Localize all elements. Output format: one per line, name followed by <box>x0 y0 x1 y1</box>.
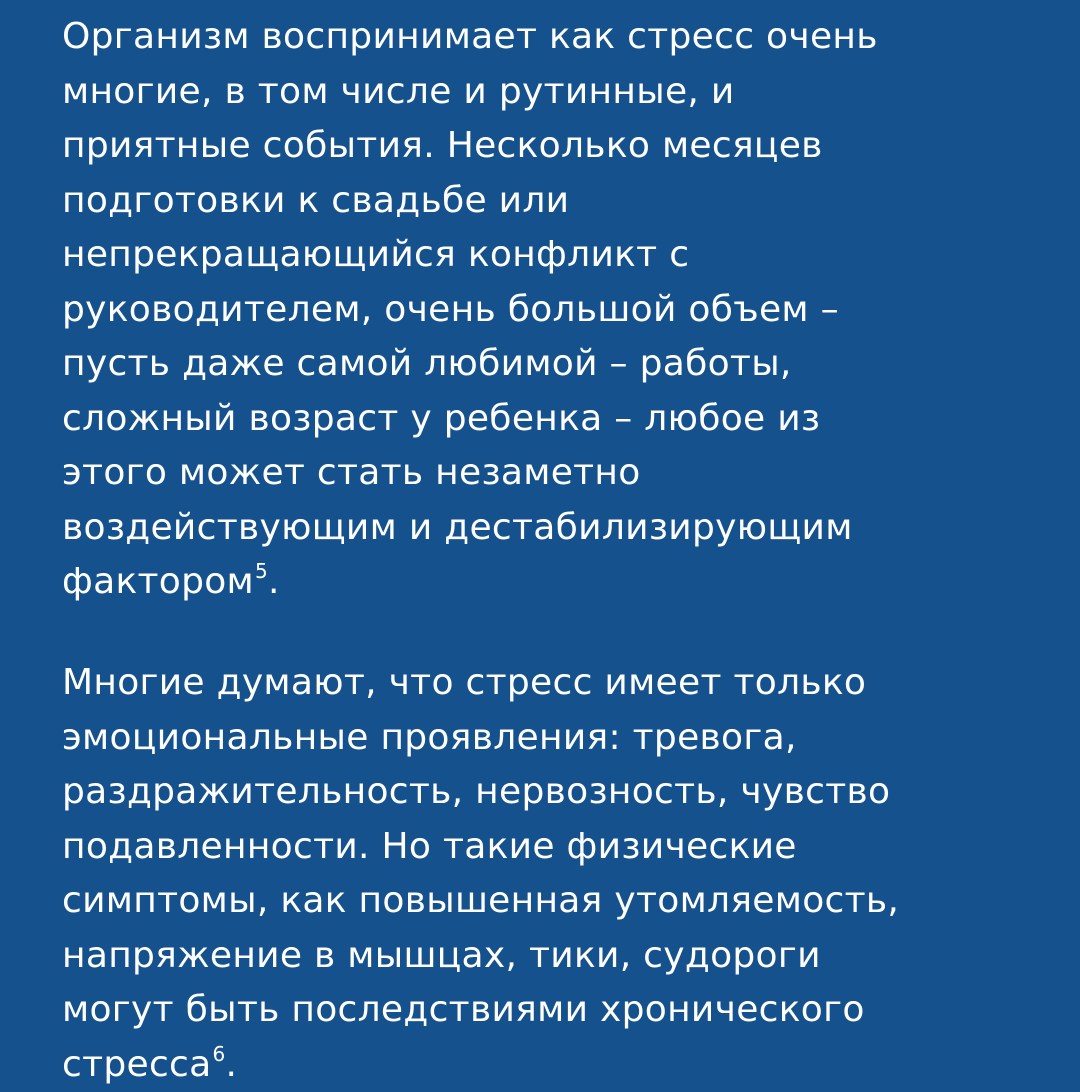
text-line: напряжение в мышцах, тики, судороги <box>62 929 1052 984</box>
text-line: непрекращающийся конфликт с <box>62 228 1052 283</box>
text-line: руководителем, очень большой объем – <box>62 283 1052 338</box>
text-line: приятные события. Несколько месяцев <box>62 119 1052 174</box>
text-line: подготовки к свадьбе или <box>62 174 1052 229</box>
text-line: подавленности. Но такие физические <box>62 820 1052 875</box>
text-line: могут быть последствиями хронического <box>62 983 1052 1038</box>
text-line: эмоциональные проявления: тревога, <box>62 711 1052 766</box>
text-line: Организм воспринимает как стресс очень <box>62 10 1052 65</box>
final-word: стресса <box>62 1044 212 1085</box>
final-word: фактором <box>62 561 254 602</box>
text-line: воздействующим и дестабилизирующим <box>62 501 1052 556</box>
text-line-final <box>62 555 1052 610</box>
paragraph-stress-symptoms <box>62 656 1052 1092</box>
paragraph-stress-triggers <box>62 10 1052 610</box>
footnote-marker: 6 <box>213 1042 226 1066</box>
footnote-marker: 5 <box>255 559 268 583</box>
text-line: многие, в том числе и рутинные, и <box>62 65 1052 120</box>
final-punctuation: . <box>268 561 280 602</box>
text-line: симптомы, как повышенная утомляемость, <box>62 874 1052 929</box>
text-line: этого может стать незаметно <box>62 446 1052 501</box>
text-line: сложный возраст у ребенка – любое из <box>62 392 1052 447</box>
text-line: Многие думают, что стресс имеет только <box>62 656 1052 711</box>
text-line-final <box>62 1038 1052 1092</box>
text-line: раздражительность, нервозность, чувство <box>62 765 1052 820</box>
final-punctuation: . <box>226 1044 238 1085</box>
text-line: пусть даже самой любимой – работы, <box>62 337 1052 392</box>
